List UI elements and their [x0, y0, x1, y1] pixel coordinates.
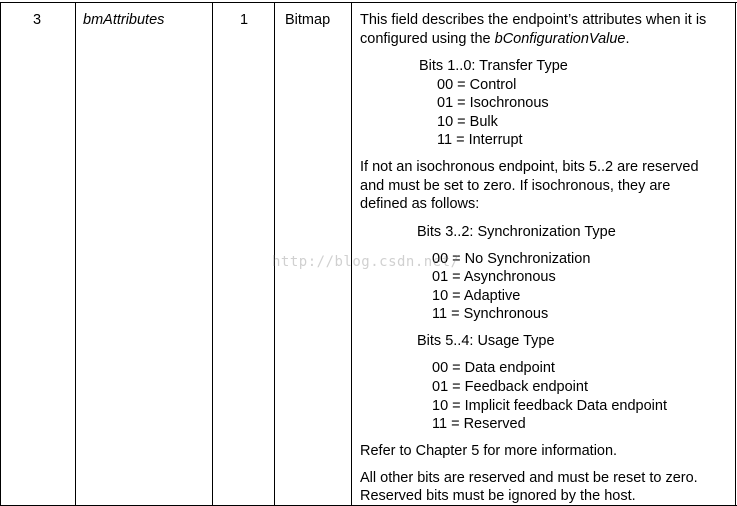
watermark: http://blog.csdn.net/ — [272, 254, 460, 270]
intro-line-2 — [360, 30, 630, 49]
usage-type-item: 10 = Implicit feedback Data endpoint — [432, 398, 667, 414]
sync-type-item: 01 = Asynchronous — [432, 269, 556, 285]
column-divider-2 — [212, 2, 213, 506]
intro-line-1: This field describes the endpoint’s attributes when it is — [360, 12, 707, 28]
iso-note-line: If not an isochronous endpoint, bits 5..2 are reserved — [360, 159, 699, 175]
iso-note-line: defined as follows: — [360, 196, 480, 212]
intro-line-2-text: configured using the — [360, 31, 495, 47]
offset-cell: 3 — [33, 12, 42, 28]
value-cell: Bitmap — [285, 12, 331, 28]
table-top-border — [0, 2, 737, 3]
transfer-type-item: 10 = Bulk — [437, 114, 498, 130]
usage-type-item: 00 = Data endpoint — [432, 360, 555, 376]
sync-type-item: 11 = Synchronous — [432, 306, 549, 322]
usage-type-item: 11 = Reserved — [432, 416, 526, 432]
reserved-note-line: All other bits are reserved and must be reset to zero. — [360, 470, 698, 486]
transfer-type-heading: Bits 1..0: Transfer Type — [419, 58, 568, 74]
size-cell: 1 — [240, 12, 249, 28]
refer-chapter-note: Refer to Chapter 5 for more information. — [360, 443, 618, 459]
usage-type-heading: Bits 5..4: Usage Type — [417, 333, 555, 349]
sync-type-heading: Bits 3..2: Synchronization Type — [417, 224, 616, 240]
reserved-note-line: Reserved bits must be ignored by the host. — [360, 488, 636, 504]
configuration-value-term: bConfigurationValue — [494, 31, 626, 47]
usage-type-item: 01 = Feedback endpoint — [432, 379, 588, 395]
transfer-type-item: 11 = Interrupt — [437, 132, 523, 148]
table-left-border — [0, 2, 1, 506]
transfer-type-item: 01 = Isochronous — [437, 95, 549, 111]
sync-type-item: 00 = No Synchronization — [432, 251, 591, 267]
iso-note-line: and must be set to zero. If isochronous, they are — [360, 178, 671, 194]
sync-type-item: 10 = Adaptive — [432, 288, 521, 304]
intro-line-2-end: . — [625, 31, 630, 47]
column-divider-1 — [75, 2, 76, 506]
table-right-border — [735, 2, 736, 506]
transfer-type-item: 00 = Control — [437, 77, 517, 93]
field-name-cell: bmAttributes — [83, 12, 165, 28]
